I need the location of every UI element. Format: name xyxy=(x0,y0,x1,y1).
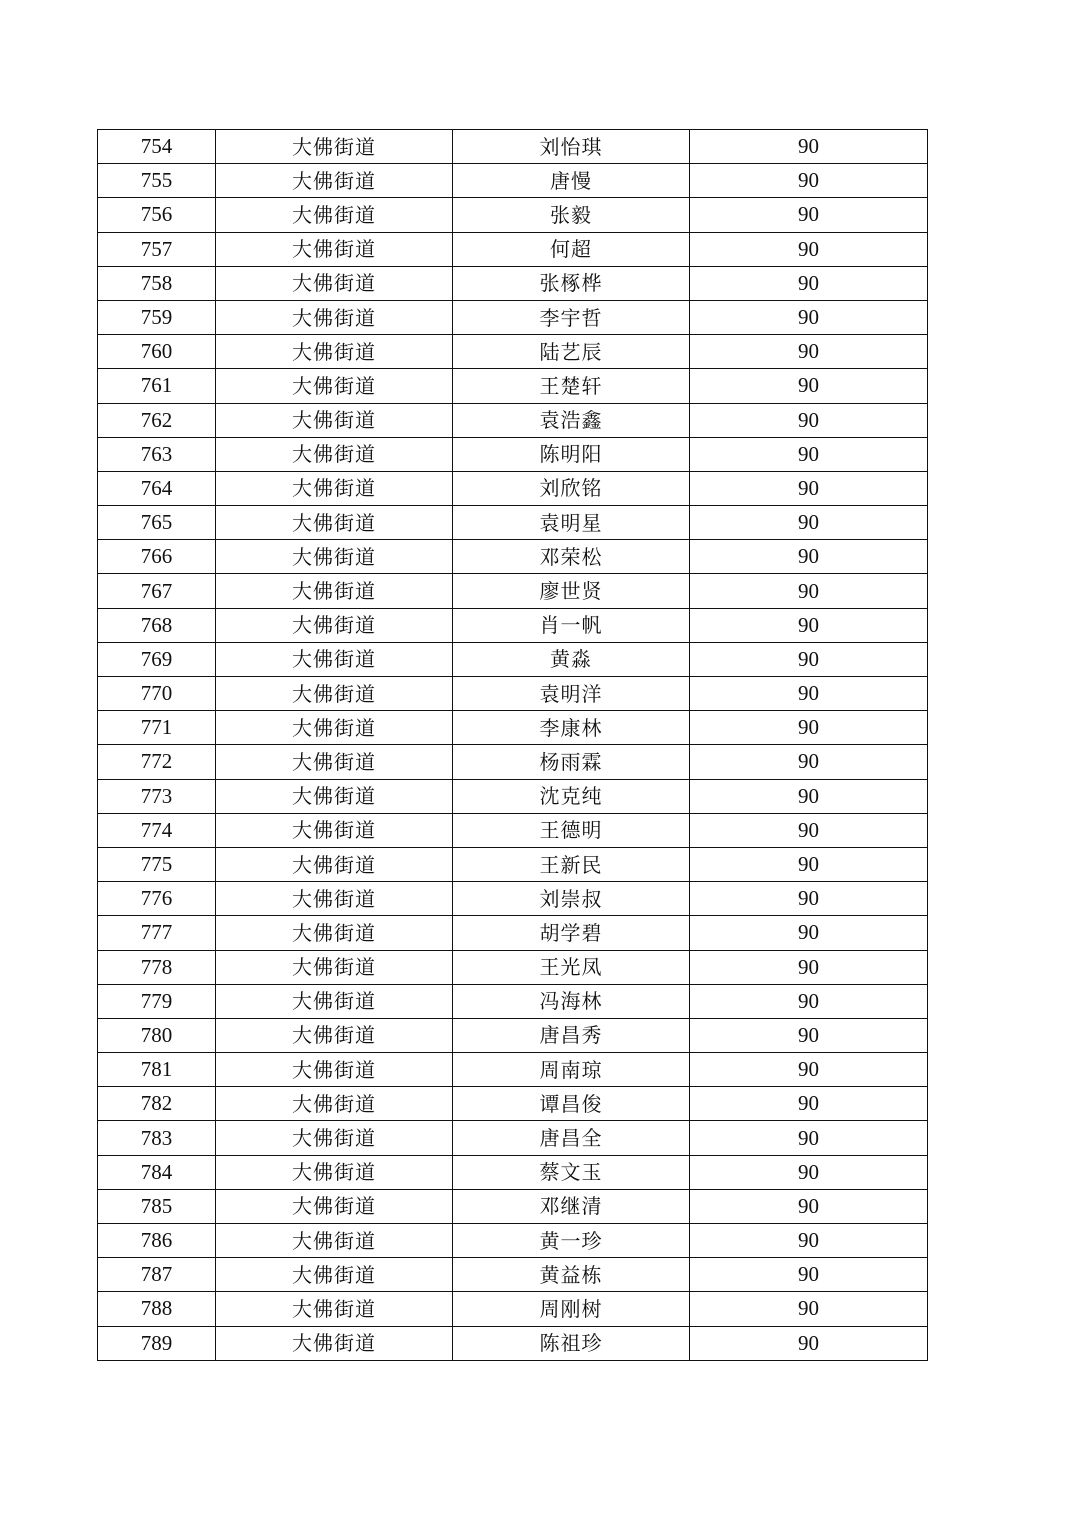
table-row xyxy=(98,574,928,608)
row-number-cell: 772 xyxy=(98,745,216,779)
score-cell: 90 xyxy=(690,1121,928,1155)
area-cell: 大佛街道 xyxy=(216,300,453,334)
row-number-cell: 768 xyxy=(98,608,216,642)
area-cell: 大佛街道 xyxy=(216,642,453,676)
table-row xyxy=(98,1258,928,1292)
table-row xyxy=(98,266,928,300)
table-row xyxy=(98,882,928,916)
table-row xyxy=(98,642,928,676)
name-cell: 王新民 xyxy=(453,847,690,881)
row-number-cell: 774 xyxy=(98,813,216,847)
area-cell: 大佛街道 xyxy=(216,164,453,198)
score-cell: 90 xyxy=(690,1326,928,1360)
area-cell: 大佛街道 xyxy=(216,403,453,437)
score-cell: 90 xyxy=(690,130,928,164)
table-row xyxy=(98,1189,928,1223)
name-cell: 冯海林 xyxy=(453,984,690,1018)
table-row xyxy=(98,847,928,881)
score-cell: 90 xyxy=(690,335,928,369)
table-row xyxy=(98,403,928,437)
table-row xyxy=(98,335,928,369)
name-cell: 刘怡琪 xyxy=(453,130,690,164)
row-number-cell: 771 xyxy=(98,711,216,745)
name-cell: 刘崇叔 xyxy=(453,882,690,916)
name-cell: 黄淼 xyxy=(453,642,690,676)
name-cell: 唐昌秀 xyxy=(453,1018,690,1052)
score-cell: 90 xyxy=(690,813,928,847)
row-number-cell: 755 xyxy=(98,164,216,198)
name-cell: 周刚树 xyxy=(453,1292,690,1326)
score-cell: 90 xyxy=(690,403,928,437)
score-cell: 90 xyxy=(690,1053,928,1087)
name-cell: 唐慢 xyxy=(453,164,690,198)
row-number-cell: 781 xyxy=(98,1053,216,1087)
table-row xyxy=(98,300,928,334)
score-cell: 90 xyxy=(690,711,928,745)
area-cell: 大佛街道 xyxy=(216,847,453,881)
row-number-cell: 780 xyxy=(98,1018,216,1052)
score-cell: 90 xyxy=(690,1292,928,1326)
table-row xyxy=(98,984,928,1018)
name-cell: 周南琼 xyxy=(453,1053,690,1087)
area-cell: 大佛街道 xyxy=(216,745,453,779)
row-number-cell: 765 xyxy=(98,506,216,540)
score-cell: 90 xyxy=(690,540,928,574)
table-row xyxy=(98,1155,928,1189)
table-row xyxy=(98,130,928,164)
table-row xyxy=(98,779,928,813)
row-number-cell: 756 xyxy=(98,198,216,232)
table-row xyxy=(98,1121,928,1155)
row-number-cell: 779 xyxy=(98,984,216,1018)
area-cell: 大佛街道 xyxy=(216,1258,453,1292)
row-number-cell: 777 xyxy=(98,916,216,950)
name-cell: 唐昌全 xyxy=(453,1121,690,1155)
name-cell: 王光凤 xyxy=(453,950,690,984)
row-number-cell: 787 xyxy=(98,1258,216,1292)
area-cell: 大佛街道 xyxy=(216,1326,453,1360)
table-row xyxy=(98,1326,928,1360)
table-row xyxy=(98,677,928,711)
name-cell: 张椓桦 xyxy=(453,266,690,300)
row-number-cell: 764 xyxy=(98,471,216,505)
area-cell: 大佛街道 xyxy=(216,677,453,711)
row-number-cell: 783 xyxy=(98,1121,216,1155)
score-cell: 90 xyxy=(690,882,928,916)
score-cell: 90 xyxy=(690,300,928,334)
score-cell: 90 xyxy=(690,608,928,642)
row-number-cell: 773 xyxy=(98,779,216,813)
name-cell: 袁明星 xyxy=(453,506,690,540)
name-cell: 谭昌俊 xyxy=(453,1087,690,1121)
score-cell: 90 xyxy=(690,506,928,540)
area-cell: 大佛街道 xyxy=(216,130,453,164)
table-row xyxy=(98,540,928,574)
row-number-cell: 775 xyxy=(98,847,216,881)
name-cell: 陈祖珍 xyxy=(453,1326,690,1360)
name-cell: 胡学碧 xyxy=(453,916,690,950)
score-cell: 90 xyxy=(690,1258,928,1292)
name-cell: 邓荣松 xyxy=(453,540,690,574)
name-cell: 肖一帆 xyxy=(453,608,690,642)
records-table xyxy=(97,129,928,1361)
score-cell: 90 xyxy=(690,1018,928,1052)
area-cell: 大佛街道 xyxy=(216,1087,453,1121)
score-cell: 90 xyxy=(690,574,928,608)
name-cell: 蔡文玉 xyxy=(453,1155,690,1189)
score-cell: 90 xyxy=(690,198,928,232)
row-number-cell: 786 xyxy=(98,1224,216,1258)
area-cell: 大佛街道 xyxy=(216,437,453,471)
row-number-cell: 760 xyxy=(98,335,216,369)
name-cell: 李宇哲 xyxy=(453,300,690,334)
table-row xyxy=(98,1087,928,1121)
area-cell: 大佛街道 xyxy=(216,1292,453,1326)
area-cell: 大佛街道 xyxy=(216,1155,453,1189)
area-cell: 大佛街道 xyxy=(216,916,453,950)
score-cell: 90 xyxy=(690,779,928,813)
row-number-cell: 766 xyxy=(98,540,216,574)
area-cell: 大佛街道 xyxy=(216,711,453,745)
area-cell: 大佛街道 xyxy=(216,266,453,300)
table-row xyxy=(98,1053,928,1087)
area-cell: 大佛街道 xyxy=(216,540,453,574)
table-row xyxy=(98,745,928,779)
records-table-body xyxy=(98,130,928,1361)
score-cell: 90 xyxy=(690,916,928,950)
name-cell: 刘欣铭 xyxy=(453,471,690,505)
name-cell: 沈克纯 xyxy=(453,779,690,813)
row-number-cell: 767 xyxy=(98,574,216,608)
name-cell: 王楚轩 xyxy=(453,369,690,403)
score-cell: 90 xyxy=(690,642,928,676)
row-number-cell: 757 xyxy=(98,232,216,266)
area-cell: 大佛街道 xyxy=(216,1053,453,1087)
table-row xyxy=(98,232,928,266)
row-number-cell: 788 xyxy=(98,1292,216,1326)
table-row xyxy=(98,916,928,950)
row-number-cell: 785 xyxy=(98,1189,216,1223)
area-cell: 大佛街道 xyxy=(216,882,453,916)
name-cell: 邓继清 xyxy=(453,1189,690,1223)
area-cell: 大佛街道 xyxy=(216,198,453,232)
name-cell: 黄益栋 xyxy=(453,1258,690,1292)
score-cell: 90 xyxy=(690,677,928,711)
area-cell: 大佛街道 xyxy=(216,506,453,540)
score-cell: 90 xyxy=(690,984,928,1018)
score-cell: 90 xyxy=(690,232,928,266)
table-row xyxy=(98,164,928,198)
name-cell: 李康林 xyxy=(453,711,690,745)
table-row xyxy=(98,711,928,745)
table-row xyxy=(98,1292,928,1326)
row-number-cell: 789 xyxy=(98,1326,216,1360)
area-cell: 大佛街道 xyxy=(216,1189,453,1223)
score-cell: 90 xyxy=(690,1087,928,1121)
table-row xyxy=(98,369,928,403)
area-cell: 大佛街道 xyxy=(216,232,453,266)
row-number-cell: 759 xyxy=(98,300,216,334)
score-cell: 90 xyxy=(690,1155,928,1189)
area-cell: 大佛街道 xyxy=(216,779,453,813)
row-number-cell: 776 xyxy=(98,882,216,916)
name-cell: 杨雨霖 xyxy=(453,745,690,779)
area-cell: 大佛街道 xyxy=(216,950,453,984)
name-cell: 王德明 xyxy=(453,813,690,847)
table-row xyxy=(98,506,928,540)
row-number-cell: 769 xyxy=(98,642,216,676)
name-cell: 陆艺辰 xyxy=(453,335,690,369)
row-number-cell: 784 xyxy=(98,1155,216,1189)
area-cell: 大佛街道 xyxy=(216,1224,453,1258)
table-row xyxy=(98,1018,928,1052)
area-cell: 大佛街道 xyxy=(216,369,453,403)
score-cell: 90 xyxy=(690,1224,928,1258)
table-row xyxy=(98,950,928,984)
score-cell: 90 xyxy=(690,437,928,471)
name-cell: 陈明阳 xyxy=(453,437,690,471)
table-row xyxy=(98,1224,928,1258)
row-number-cell: 758 xyxy=(98,266,216,300)
name-cell: 黄一珍 xyxy=(453,1224,690,1258)
row-number-cell: 761 xyxy=(98,369,216,403)
area-cell: 大佛街道 xyxy=(216,335,453,369)
row-number-cell: 782 xyxy=(98,1087,216,1121)
name-cell: 袁明洋 xyxy=(453,677,690,711)
row-number-cell: 778 xyxy=(98,950,216,984)
score-cell: 90 xyxy=(690,471,928,505)
row-number-cell: 762 xyxy=(98,403,216,437)
row-number-cell: 770 xyxy=(98,677,216,711)
table-row xyxy=(98,608,928,642)
area-cell: 大佛街道 xyxy=(216,471,453,505)
row-number-cell: 754 xyxy=(98,130,216,164)
area-cell: 大佛街道 xyxy=(216,813,453,847)
score-cell: 90 xyxy=(690,1189,928,1223)
area-cell: 大佛街道 xyxy=(216,984,453,1018)
score-cell: 90 xyxy=(690,950,928,984)
table-row xyxy=(98,813,928,847)
score-cell: 90 xyxy=(690,164,928,198)
table-row xyxy=(98,471,928,505)
area-cell: 大佛街道 xyxy=(216,1121,453,1155)
name-cell: 张毅 xyxy=(453,198,690,232)
table-row xyxy=(98,437,928,471)
area-cell: 大佛街道 xyxy=(216,608,453,642)
table-row xyxy=(98,198,928,232)
row-number-cell: 763 xyxy=(98,437,216,471)
area-cell: 大佛街道 xyxy=(216,1018,453,1052)
score-cell: 90 xyxy=(690,266,928,300)
score-cell: 90 xyxy=(690,369,928,403)
name-cell: 袁浩鑫 xyxy=(453,403,690,437)
score-cell: 90 xyxy=(690,847,928,881)
area-cell: 大佛街道 xyxy=(216,574,453,608)
name-cell: 廖世贤 xyxy=(453,574,690,608)
score-cell: 90 xyxy=(690,745,928,779)
name-cell: 何超 xyxy=(453,232,690,266)
